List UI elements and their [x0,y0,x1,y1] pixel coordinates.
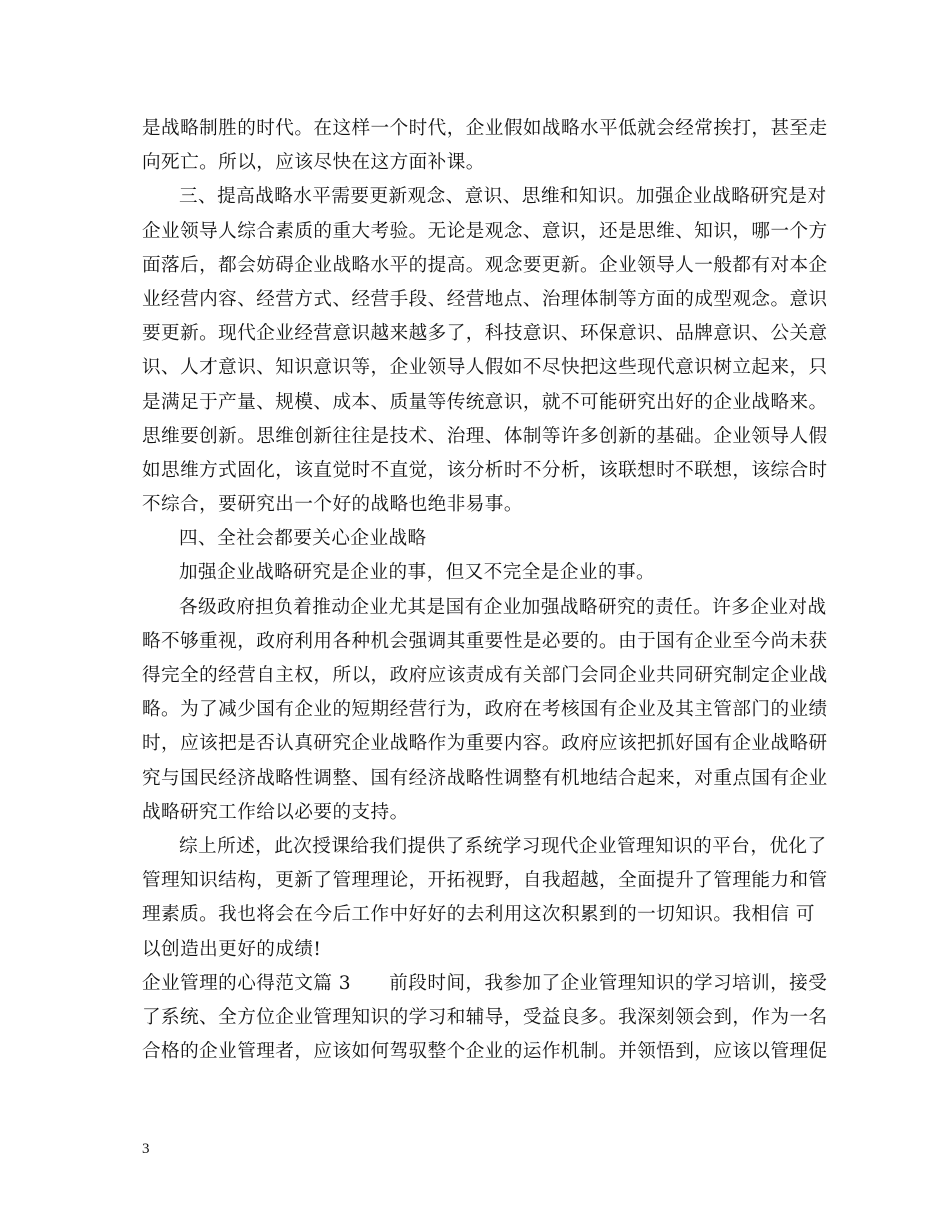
text-line: 各级政府担负着推动企业尤其是国有企业加强战略研究的责任。许多企业对战 [179,596,827,618]
text-line: 要更新。现代企业经营意识越来越多了，科技意识、环保意识、品牌意识、公关意 [142,323,828,345]
text-line: 面落后，都会妨碍企业战略水平的提高。观念要更新。企业领导人一般都有对本企 [142,254,828,276]
text-line: 时，应该把是否认真研究企业战略作为重要内容。政府应该把抓好国有企业战略研 [142,733,828,755]
text-line: 管理知识结构，更新了管理理论，开拓视野，自我超越，全面提升了管理能力和管 [142,870,828,892]
text-line: 略不够重视，政府利用各种机会强调其重要性是必要的。由于国有企业至今尚未获 [142,630,828,652]
text-line: 得完全的经营自主权，所以，政府应该责成有关部门会同企业共同研究制定企业战 [142,665,828,686]
text-line: 加强企业战略研究是企业的事，但又不完全是企业的事。 [179,562,656,584]
text-line: 如思维方式固化，该直觉时不直觉，该分析时不分析，该联想时不联想，该综合时 [142,459,828,481]
text-line: 战略研究工作给以必要的支持。 [142,801,409,823]
text-line: 是战略制胜的时代。在这样一个时代，企业假如战略水平低就会经常挨打，甚至走 [142,118,828,139]
text-line: 向死亡。所以，应该尽快在这方面补课。 [142,152,485,174]
text-line: 合格的企业管理者，应该如何驾驭整个企业的运作机制。并领悟到，应该以管理促 [142,1041,828,1063]
text-line: 究与国民经济战略性调整、国有经济战略性调整有机地结合起来，对重点国有企业 [142,767,828,789]
text-line: 了系统、全方位企业管理知识的学习和辅导，受益良多。我深刻领会到，作为一名 [142,1006,828,1028]
page-number: 3 [142,1141,150,1157]
text-line: 业经营内容、经营方式、经营手段、经营地点、治理体制等方面的成型观念。意识 [142,288,828,310]
text-line: 综上所述，此次授课给我们提供了系统学习现代企业管理知识的平台，优化了 [179,835,827,857]
article-title-line: 企业管理的心得范文篇 3 前段时间，我参加了企业管理知识的学习培训，接受 [142,972,828,994]
body-text [142,112,828,1069]
text-line: 思维要创新。思维创新往往是技术、治理、体制等许多创新的基础。企业领导人假 [142,425,828,447]
text-line: 不综合，要研究出一个好的战略也绝非易事。 [142,494,523,516]
text-line: 企业领导人综合素质的重大考验。无论是观念、意识，还是思维、知识，哪一个方 [142,220,828,242]
section-heading-line: 三、提高战略水平需要更新观念、意识、思维和知识。加强企业战略研究是对 [179,186,827,208]
text-line: 略。为了减少国有企业的短期经营行为，政府在考核国有企业及其主管部门的业绩 [142,699,828,721]
text-line: 理素质。我也将会在今后工作中好好的去利用这次积累到的一切知识。我相信 可 [142,904,815,926]
section-heading: 四、全社会都要关心企业战略 [179,528,427,550]
text-line: 识、人才意识、知识意识等，企业领导人假如不尽快把这些现代意识树立起来，只 [142,357,828,379]
text-line: 以创造出更好的成绩! [142,938,322,960]
text-line: 是满足于产量、规模、成本、质量等传统意识，就不可能研究出好的企业战略来。 [142,391,828,413]
